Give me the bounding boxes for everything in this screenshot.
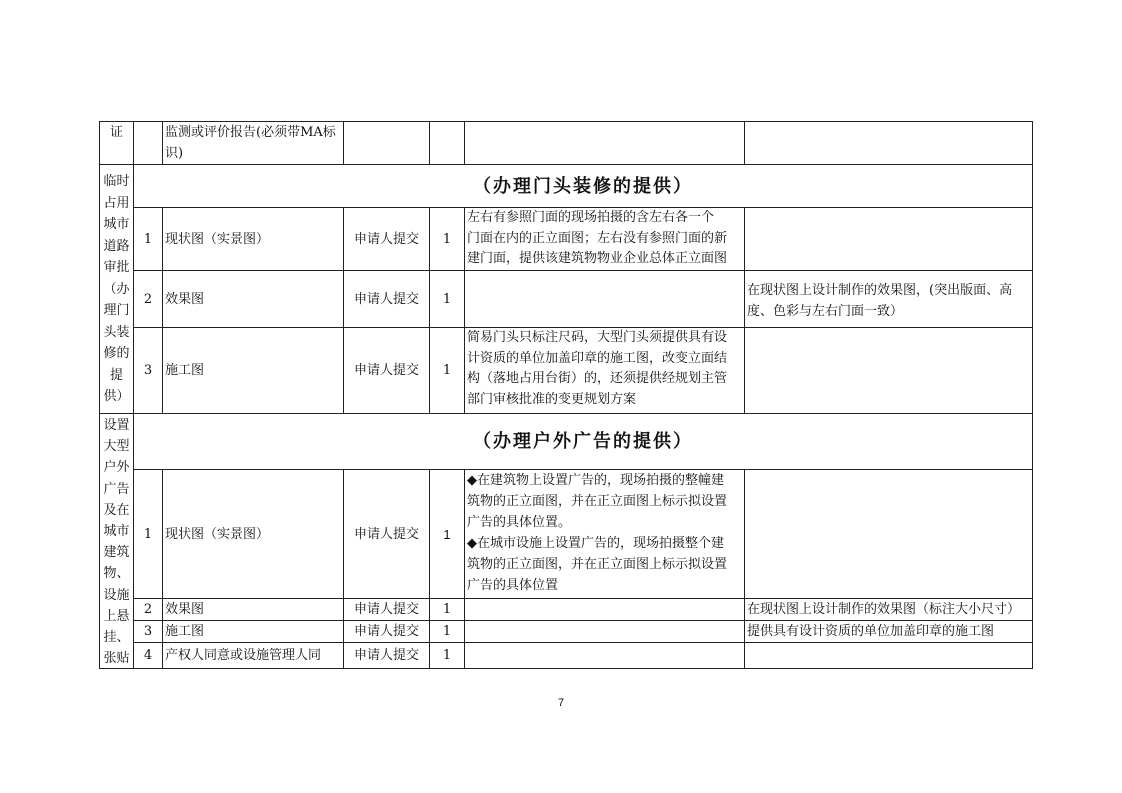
row-note <box>745 280 1032 326</box>
category-char: 张贴 <box>103 651 130 667</box>
row-qty: 1 <box>442 624 452 639</box>
category-char: 挂、 <box>103 630 130 646</box>
category-fragment: 证 <box>109 124 123 140</box>
section2-header: （办理户外广告的提供） <box>473 431 693 452</box>
row-item: 现状图（实景图） <box>165 526 270 542</box>
row-item: 现状图（实景图） <box>165 231 270 247</box>
row-qty: 1 <box>442 602 452 617</box>
row-requirement <box>465 328 744 413</box>
category-char: 及在 <box>103 502 130 518</box>
requirement-line: 计资质的单位加盖印章的施工图，改变立面结 <box>467 350 728 366</box>
category-char: 户外 <box>103 460 130 476</box>
row-item: 产权人同意或设施管理人同 <box>165 648 322 663</box>
row-number: 3 <box>143 624 153 639</box>
row-qty: 1 <box>442 231 452 247</box>
category-char: 占用 <box>103 195 130 211</box>
requirement-line: 广告的具体位置。 <box>467 515 572 530</box>
row-source: 申请人提交 <box>353 291 419 307</box>
row-source: 申请人提交 <box>353 648 419 663</box>
row-number: 4 <box>143 648 153 663</box>
top-row-item-line: 识) <box>165 146 184 161</box>
row-item: 效果图 <box>165 291 205 307</box>
requirement-line: 简易门头只标注尺码，大型门头须提供具有设 <box>467 330 728 345</box>
top-row-item-line: 监测或评价报告(必须带MA标 <box>165 125 336 140</box>
category-char: 道路 <box>103 238 130 254</box>
category-char: 设施 <box>103 587 130 603</box>
section2-category <box>100 415 133 669</box>
requirement-line: 筑物的正立面图，并在正立面图上标示拟设置 <box>467 494 728 509</box>
category-char: （办 <box>103 281 130 297</box>
category-char: 城市 <box>103 217 130 232</box>
category-char: 广告 <box>103 481 130 497</box>
note-line: 在现状图上设计制作的效果图，(突出版面、高 <box>747 283 1013 298</box>
row-qty: 1 <box>443 526 451 542</box>
row-requirement <box>465 208 744 270</box>
category-char: 供） <box>103 389 130 404</box>
category-char: 临时 <box>103 174 130 189</box>
category-char: 头装 <box>103 324 130 340</box>
category-char: 修的 <box>103 346 130 361</box>
note-line: 度、色彩与左右门面一致） <box>747 304 904 319</box>
category-char: 设置 <box>103 418 130 433</box>
section1-category <box>100 171 133 408</box>
requirement-line: 左右有参照门面的现场拍摄的含左右各一个 <box>467 210 715 225</box>
category-char: 建筑 <box>103 545 130 561</box>
section1-header: （办理门头装修的提供） <box>473 175 693 197</box>
row-source: 申请人提交 <box>353 526 419 542</box>
requirement-line: 广告的具体位置 <box>467 578 559 593</box>
row-source: 申请人提交 <box>353 231 419 247</box>
row-number: 1 <box>143 231 153 247</box>
row-source: 申请人提交 <box>353 602 419 617</box>
category-char: 大型 <box>103 439 130 455</box>
category-char: 城市 <box>103 524 130 540</box>
category-char: 物、 <box>103 566 130 582</box>
row-qty: 1 <box>442 648 452 663</box>
requirement-line: 部门审核批准的变更规划方案 <box>467 391 637 407</box>
requirement-line: 筑物的正立面图，并在正立面图上标示拟设置 <box>467 557 728 572</box>
row-number: 2 <box>143 291 153 307</box>
requirement-line: ◆在城市设施上设置广告的，现场拍摄整个建 <box>467 536 724 551</box>
row-source: 申请人提交 <box>353 363 419 378</box>
row-note: 在现状图上设计制作的效果图（标注大小尺寸） <box>747 602 1021 617</box>
row-number: 1 <box>143 526 153 542</box>
row-item: 效果图 <box>165 602 205 617</box>
row-requirement <box>465 470 744 598</box>
row-source: 申请人提交 <box>353 624 419 639</box>
row-qty: 1 <box>442 291 452 307</box>
row-item: 施工图 <box>165 624 205 639</box>
page-number: 7 <box>557 697 565 709</box>
row-qty: 1 <box>442 363 452 378</box>
requirement-line: ◆在建筑物上设置广告的，现场拍摄的整幢建 <box>467 473 724 488</box>
category-char: 审批 <box>103 260 130 275</box>
row-number: 2 <box>143 602 153 617</box>
top-row-item <box>163 122 343 164</box>
requirement-line: 构（落地占用台街）的，还须提供经规划主管 <box>467 371 728 386</box>
requirement-line: 门面在内的正立面图；左右没有参照门面的新 <box>467 230 728 246</box>
requirement-line: 建门面，提供该建筑物物业企业总体正立面图 <box>467 251 728 266</box>
row-note: 提供具有设计资质的单位加盖印章的施工图 <box>747 624 995 639</box>
row-number: 3 <box>143 363 153 378</box>
category-char: 理门 <box>103 303 130 318</box>
row-item: 施工图 <box>165 363 205 378</box>
category-char: 提 <box>109 367 123 383</box>
category-char: 上悬 <box>103 608 130 624</box>
